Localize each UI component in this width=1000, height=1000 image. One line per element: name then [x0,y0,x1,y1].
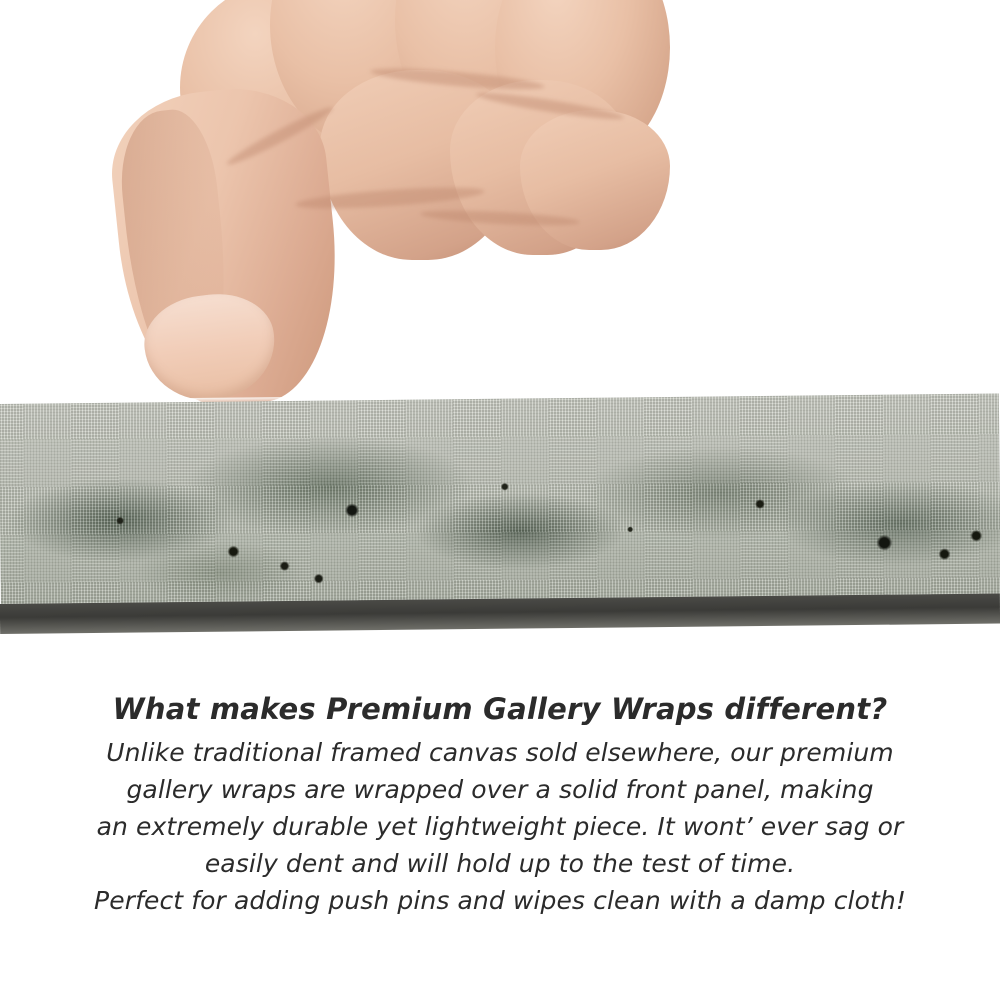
caption-line-1: Unlike traditional framed canvas sold elsewhere, our premium [106,738,894,768]
caption-line-3: an extremely durable yet lightweight piece. It wont’ ever sag or [96,812,904,842]
hand-illustration [120,0,640,430]
caption-line-4: easily dent and will hold up to the test of time. [204,849,796,879]
caption-line-2: gallery wraps are wrapped over a solid front panel, making [126,775,874,805]
caption-heading: What makes Premium Gallery Wraps different? [112,692,888,726]
caption-line-5: Perfect for adding push pins and wipes clean with a damp cloth! [94,886,906,916]
caption-block [0,690,1000,919]
finger-3 [520,110,670,250]
canvas-wrap-edge [0,394,1000,618]
